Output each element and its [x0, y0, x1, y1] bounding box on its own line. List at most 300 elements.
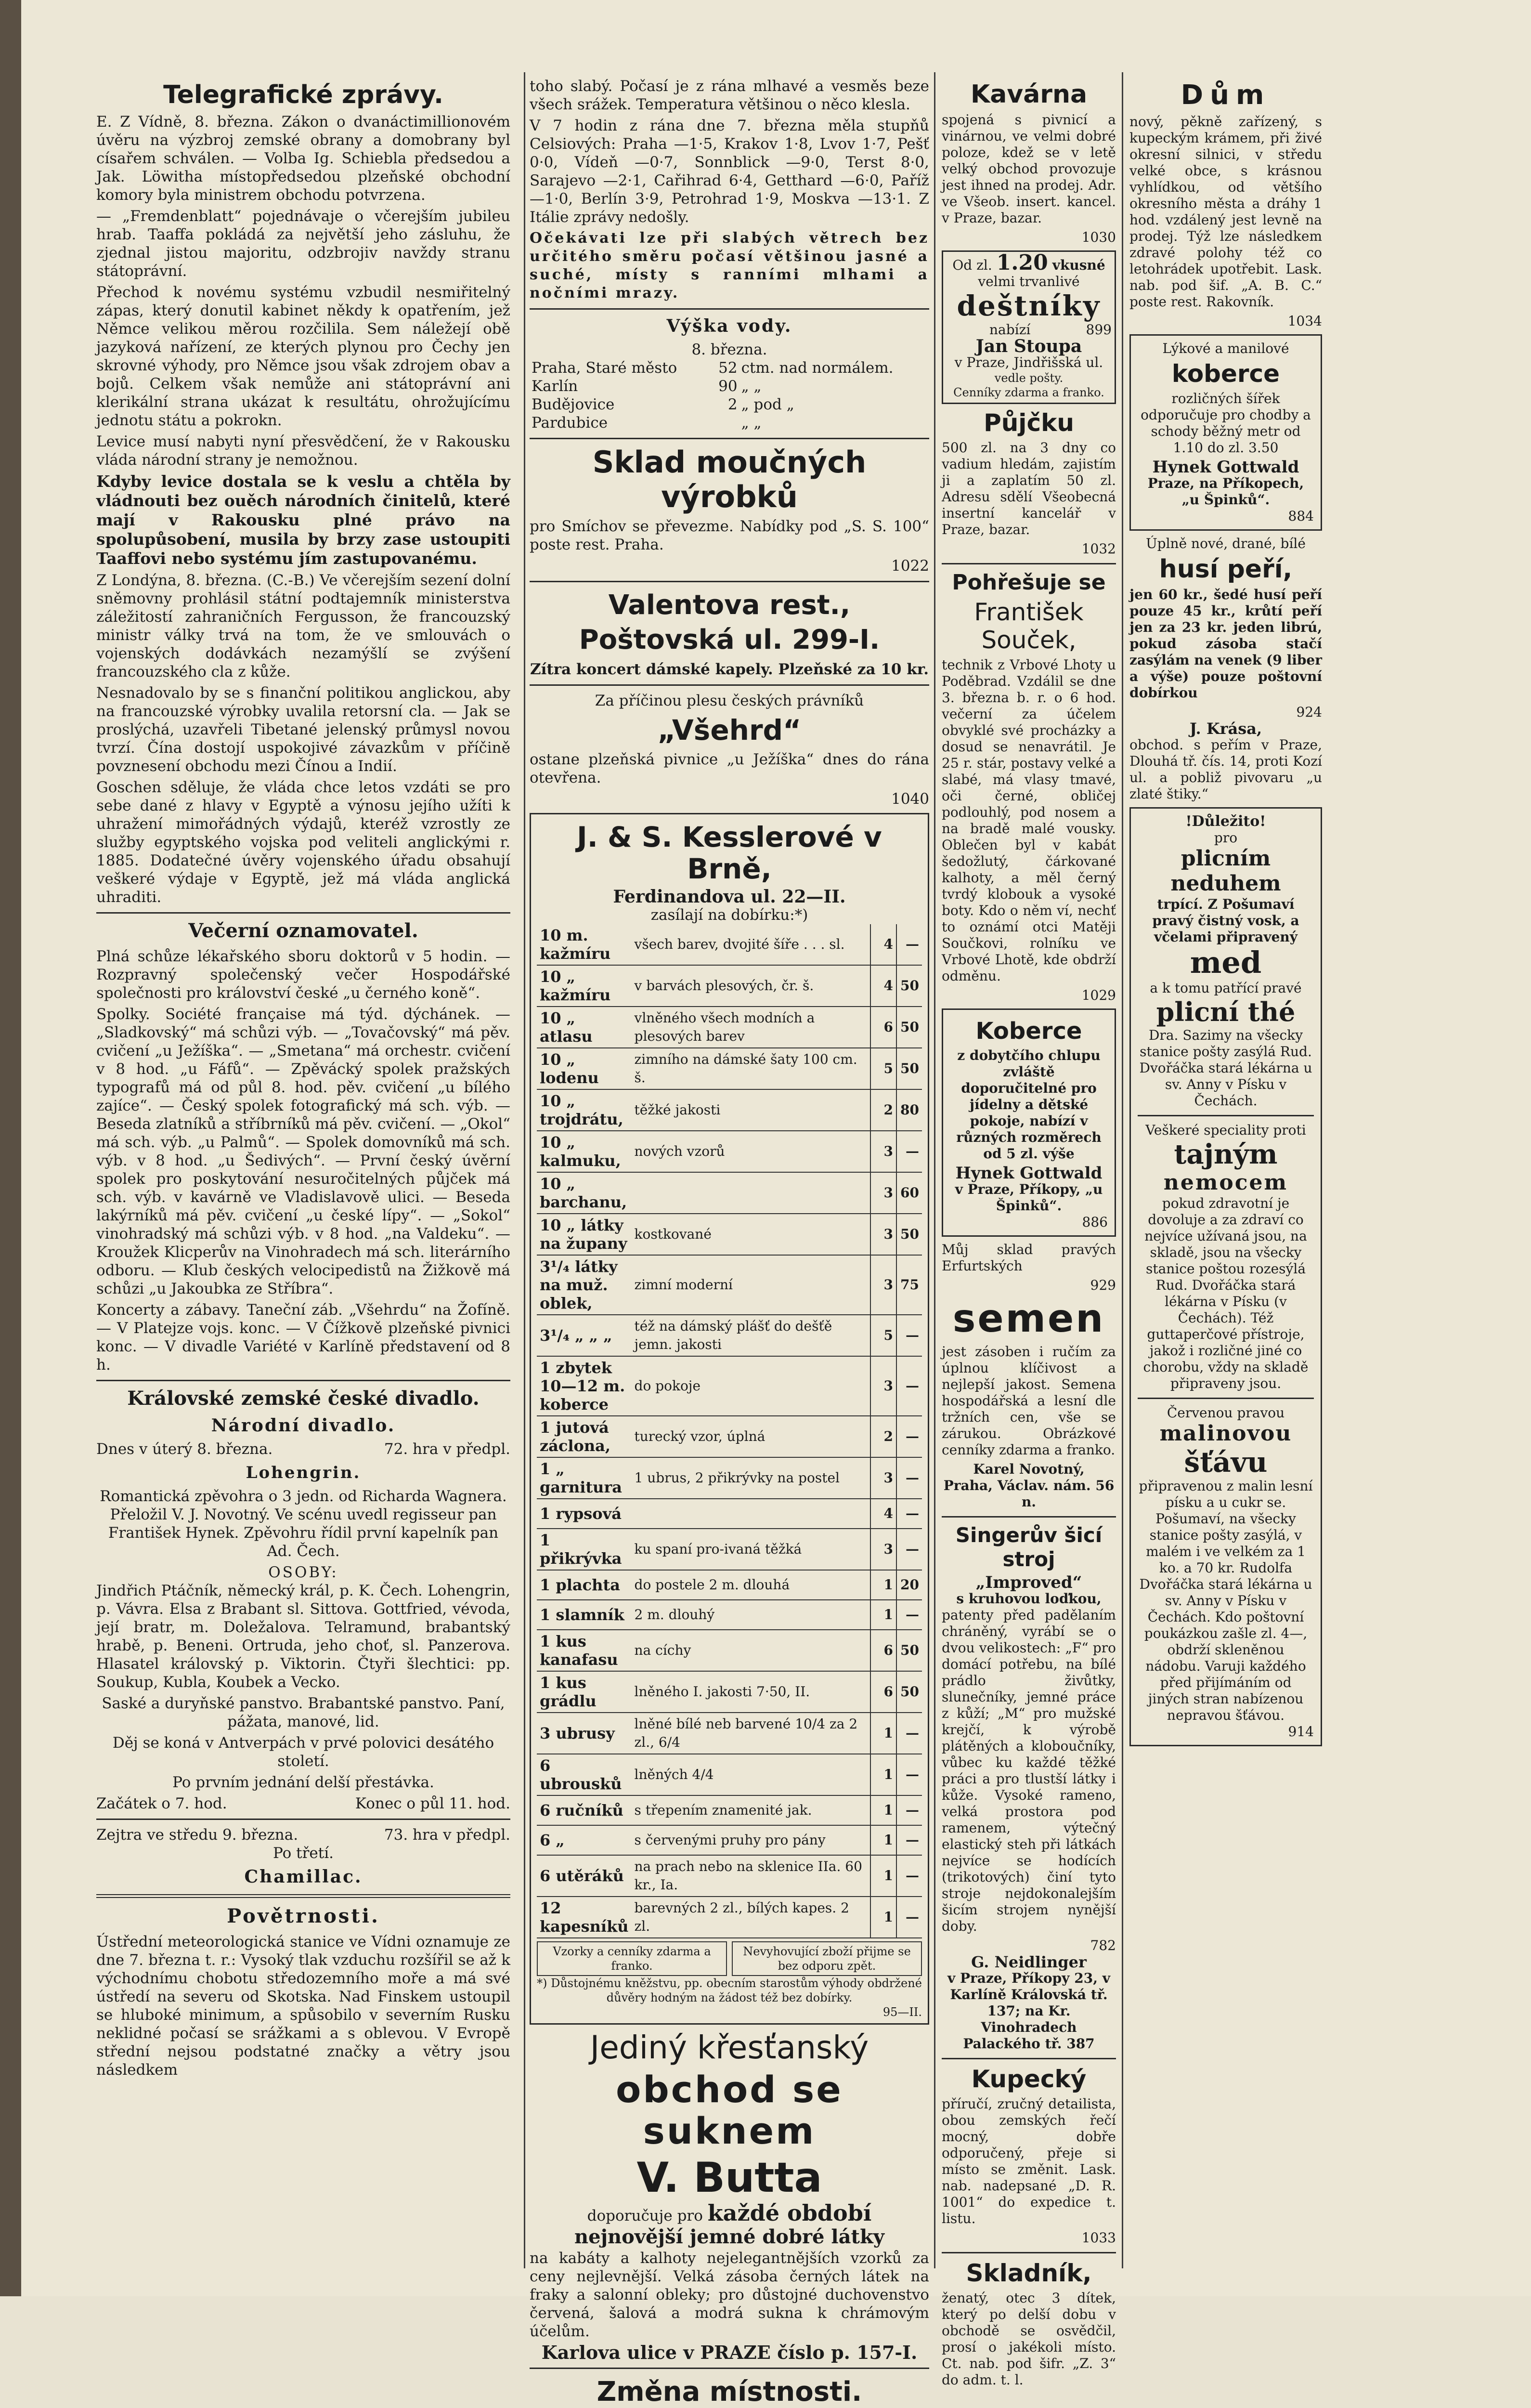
- price-row: [537, 965, 922, 1007]
- feather-pre: Úplně nové, drané, bílé: [1146, 536, 1306, 551]
- koberce-address: v Praze, Příkopy, „u Špinků“.: [955, 1181, 1103, 1214]
- weather-paragraph: toho slabý. Počasí je z rána mlhavé a vesměs beze všech srážek. Temperatura většinou o něco klesla.: [530, 78, 929, 113]
- price-cell-k: 75: [896, 1255, 922, 1315]
- section-divider: [942, 563, 1116, 564]
- ad-number: 1034: [1287, 313, 1322, 329]
- flour-ad-text: pro Smíchov se převezme. Nabídky pod „S. S. 100“ poste rest. Praha.: [530, 518, 929, 553]
- cast-extra: Saské a duryňské panstvo. Brabantské panstvo. Paní, pážata, manové, lid.: [102, 1695, 505, 1730]
- ad-number: 1040: [891, 790, 929, 808]
- price-cell-k: —: [896, 924, 922, 965]
- price-cell-d: zimní moderní: [632, 1255, 870, 1315]
- price-cell-n: 1 „ garnitura: [537, 1457, 632, 1499]
- koberce-seller: Hynek Gottwald: [955, 1164, 1103, 1183]
- weather-observations: V 7 hodin z rána dne 7. března měla stupňů Celsiových: Praha —1·5, Krakov 1·8, Lvov 1·7, Pešť 0·0, Vídeň —0·7, Sonnblick —9·0, Terst 8·0, Sarajevo —2·1, Cařihrad 6·4, Getthard —6·0, Paříž —1·0, Berlín 3·9, Petrohrad 1·9, Moskva —13·1. Z Itálie zprávy nedošly.: [530, 117, 929, 226]
- price-cell-d: lněné bílé neb barvené 10/4 za 2 zl., 6/4: [632, 1713, 870, 1754]
- section-divider: [530, 581, 929, 582]
- pharmacy-pro: pro: [1214, 830, 1238, 846]
- house-text: nový, pěkně zařízený, s kupeckým krámem, při živé okresní silnici, v středu velké obce, s krásnou vyhlídkou, od většího okresního města a dráhy 1 hod. vzdálený jest levně na prodej. Týž lze následkem zdravé polohy též co letohrádek upotřebit. Lask. nab. pod šif. „A. B. C.“ poste rest. Rakovník.: [1129, 114, 1322, 310]
- price-cell-k: 60: [896, 1172, 922, 1214]
- news-paragraph: Z Londýna, 8. března. (C.-B.) Ve včerejším sezení dolní sněmovny prohlásil státní podtajemník ministerstva záležitostí zahraničních Fergusson, že francouzský ministr války trvá na tom, že ve smlouvách o vojenských dodávkách nezamýšlí se zvýšení francouzského cla z kůže.: [96, 572, 510, 681]
- price-cell-f: 4: [870, 965, 896, 1007]
- price-row: [537, 1570, 922, 1600]
- price-row: [537, 1499, 922, 1529]
- umbrella-sub: velmi trvanlivé: [978, 274, 1080, 289]
- section-divider: [942, 1516, 1116, 1518]
- loan-title: Půjčku: [984, 409, 1074, 437]
- price-cell-d: kostkované: [632, 1214, 870, 1255]
- section-divider: [530, 2368, 929, 2369]
- section-divider: [530, 308, 929, 310]
- price-row: [537, 1630, 922, 1671]
- umbrella-title: deštníky: [957, 289, 1101, 322]
- price-cell-k: 50: [896, 1630, 922, 1671]
- price-cell-k: 50: [896, 1007, 922, 1048]
- price-cell-d: s třepením znamenité jak.: [632, 1795, 870, 1825]
- news-paragraph: Levice musí nabyti nyní přesvědčení, že v Rakousku vláda národní strany je nemožnou.: [96, 433, 510, 469]
- weather-paragraph: Ústřední meteorologická stanice ve Vídni oznamuje ze dne 7. března t. r.: Vysoký tlak vzduchu rozšířil se až k východnímu chobotu středozemního moře a má své ústředí na severu od Skotska. Nad Finskem ustoupil se hluboké minimum, a spůsobilo v severním Rusku neklidné počasí se srážkami a s oblevou. V Evropě střední nejsou podstatné značky a větry jsou následkem: [96, 1933, 510, 2079]
- water-cell-place: Budějovice: [532, 396, 615, 413]
- valentova-ad-title: Valentova rest., Poštovská ul. 299-I.: [579, 589, 880, 655]
- water-cell-unit: „ „: [741, 414, 762, 432]
- price-cell-k: —: [896, 1754, 922, 1795]
- water-cell-val: 90: [718, 378, 738, 395]
- price-cell-k: —: [896, 1897, 922, 1938]
- ad-number: 929: [1090, 1277, 1116, 1293]
- price-cell-d: lněných 4/4: [632, 1754, 870, 1795]
- pharmacy-honey-sub: a k tomu patřící pravé: [1150, 980, 1302, 996]
- price-row: [537, 1897, 922, 1938]
- theatre-heading: Královské zemské české divadlo.: [127, 1387, 480, 1410]
- page-binding-edge: [0, 0, 21, 2296]
- price-cell-f: 5: [870, 1048, 896, 1089]
- column-ads-right: [1129, 77, 1322, 1751]
- kessler-price-list: [537, 924, 922, 1938]
- seed-intro: Můj sklad pravých Erfurtských: [942, 1242, 1116, 1274]
- water-cell-place: Karlín: [532, 378, 578, 395]
- column-ads-small: [942, 77, 1116, 2391]
- warehouseman-title: Skladník,: [966, 2259, 1092, 2287]
- price-cell-d: 1 ubrus, 2 přikrývky na postel: [632, 1457, 870, 1499]
- price-cell-d: do pokoje: [632, 1356, 870, 1416]
- zmena-title: Změna místnosti.: [597, 2376, 862, 2408]
- news-paragraph: — „Fremdenblatt“ pojednávaje o včerejším jubileu hrab. Taaffa pokládá za největší jeho zásluhu, že zjednal jistou majoritu, odzbrojiv navždy stranu státoprávní.: [96, 208, 510, 280]
- water-level-table: [530, 359, 929, 432]
- price-cell-d: vlněného všech modních a plesových barev: [632, 1007, 870, 1048]
- price-row: [537, 1457, 922, 1499]
- tomorrow-row: [96, 1826, 510, 1844]
- section-divider: [942, 2058, 1116, 2059]
- price-row: [537, 1825, 922, 1855]
- koberce-ad: [942, 1008, 1116, 1237]
- price-row: [537, 1795, 922, 1825]
- news-paragraph: Nesnadovalo by se s finanční politikou anglickou, aby na francouzské výrobky uvalila retorsní cla. — Jak se proslýchá, uzavřeli Tibetané jelenský průmysl novou tvrzí. Čína dostojí uspokojivé závazkům v příčině povznesení obchodu mezi Čínou a Indií.: [96, 684, 510, 775]
- butta-rec-text: doporučuje pro: [587, 2207, 703, 2225]
- price-cell-n: 6 ručníků: [537, 1795, 632, 1825]
- price-cell-d: též na dámský plášť do dešťě jemn. jakosti: [632, 1315, 870, 1356]
- umbrella-from: Od zl.: [952, 257, 992, 273]
- kessler-note: Nevyhovující zboží přijme se bez odporu zpět.: [732, 1941, 922, 1976]
- news-paragraph: Přechod k novému systému vzbudil nesmiřitelný zápas, který donutil kabinet někdy k opatřením, jež Němce velikou měrou rozčililа. Sem náležejí obě jazyková nařízení, ze kterých plynou pro Čechy jen skrovné výhody, pro Němce jsou však zdrojem obav a bojů. Celkem však nemůže ani státoprávní ani klerikální strana ukázat k resultátu, ohrožujícímu jednotu státu a pokrokn.: [96, 284, 510, 429]
- price-cell-k: 50: [896, 1214, 922, 1255]
- ad-number: 884: [1288, 508, 1314, 524]
- water-date: 8. března.: [691, 341, 767, 358]
- ad-number: 1022: [891, 557, 929, 575]
- umbrella-price-row: [946, 250, 1112, 275]
- column-rule: [934, 72, 935, 2268]
- price-cell-n: 10 „ atlasu: [537, 1007, 632, 1048]
- price-cell-n: 6 ubrousků: [537, 1754, 632, 1795]
- koberce-title: Koberce: [975, 1018, 1082, 1045]
- price-cell-d: na cíchy: [632, 1630, 870, 1671]
- price-cell-k: —: [896, 1713, 922, 1754]
- price-cell-f: 4: [870, 1499, 896, 1529]
- play-title: Lohengrin.: [246, 1463, 361, 1482]
- price-row: [537, 1529, 922, 1570]
- seed-seller: Karel Novotný,: [973, 1461, 1085, 1477]
- news-paragraph: Goschen sděluje, že vláda chce letos vzdáti se pro sebe dané z hlavy v Egyptě a výnosu jejího užíti k uhražení mimořádných výdajů, kteréž vzrostly ze služby egyptského vojska pod veliteli anglickými r. 1885. Dodatečné úvěry vojenského úřadu obsahují veškeré výdaje v Egyptě, jež má vláda anglická uhraditi.: [96, 779, 510, 906]
- juice-raspberry: malinovou: [1159, 1421, 1292, 1446]
- price-cell-d: s červenými pruhy pro pány: [632, 1825, 870, 1855]
- theatre-subheading: Národní divadlo.: [211, 1415, 396, 1436]
- water-cell-unit: „ pod „: [741, 396, 794, 413]
- price-cell-n: 10 „ lodenu: [537, 1048, 632, 1089]
- vsehrd-text: ostane plzeňská pivnice „u Ježíška“ dnes do rána otevřena.: [530, 751, 929, 786]
- singer-address: v Praze, Příkopy 23, v Karlíně Královská tř. 137; na Kr. Vinohradech Palackého tř. 387: [947, 1970, 1111, 2052]
- weather-heading: Povětrnosti.: [227, 1905, 380, 1927]
- kessler-note: Vzorky a cenníky zdarma a franko.: [537, 1941, 727, 1976]
- price-cell-n: 6 „: [537, 1825, 632, 1855]
- price-cell-n: 1 jutová záclona,: [537, 1416, 632, 1457]
- water-cell-val: 52: [718, 359, 738, 377]
- ad-number: 886: [1082, 1214, 1108, 1230]
- price-cell-f: 1: [870, 1897, 896, 1938]
- cast-list: Jindřich Ptáčník, německý král, p. K. Čech. Lohengrin, p. Vávra. Elsa z Brabant sl. Sittova. Gottfried, vévoda, její bratr, m. Doležalova. Telramund, brabantský hrabě, p. Beneni. Ortruda, jeho choť, sl. Panzerova. Hlasatel královský p. Viktorin. Čtyři šlechtici: pp. Soukup, Kubla, Koubek a Vecko.: [96, 1582, 510, 1691]
- section-divider: [530, 438, 929, 439]
- valentova-ad-text: Zítra koncert dámské kapely. Plzeňské za 10 kr.: [530, 661, 929, 678]
- price-row: [537, 1416, 922, 1457]
- weather-forecast: Očekávati lze při slabých větrech bez určitého směru počasí většinou jasné a suché, místy s ranními mlhami a nočními mrazy.: [530, 230, 929, 301]
- price-cell-f: 1: [870, 1754, 896, 1795]
- feather-seller: J. Krása,: [1189, 720, 1262, 738]
- butta-address: Karlova ulice v PRAZE číslo p. 157-I.: [541, 2342, 918, 2363]
- singer-sub: s kruhovou loďkou,: [956, 1591, 1102, 1607]
- price-cell-f: 3: [870, 1131, 896, 1172]
- price-cell-k: 50: [896, 1671, 922, 1713]
- price-cell-d: těžké jakosti: [632, 1089, 870, 1131]
- clerk-title: Kupecký: [971, 2065, 1087, 2093]
- butta-name: V. Butta: [636, 2154, 822, 2202]
- pharmacy-honey: med: [1190, 945, 1262, 980]
- pharmacy-tea: plicní thé: [1156, 996, 1296, 1027]
- section-divider: [96, 1819, 510, 1820]
- price-cell-f: 1: [870, 1795, 896, 1825]
- tomorrow-repeat: Po třetí.: [273, 1845, 334, 1862]
- specialities-intro: Veškeré speciality proti: [1145, 1122, 1306, 1138]
- warehouseman-text: ženatý, otec 3 dítek, který po delší dobu v obchodě se osvědčil, prosí o jakékoli místo. Ct. nab. pod šifr. „Z. 3“ do adm. t. l.: [942, 2290, 1116, 2388]
- butta-line2: obchod se suknem: [616, 2068, 843, 2152]
- ad-number: 1033: [1081, 2230, 1116, 2246]
- price-cell-k: 50: [896, 1048, 922, 1089]
- umbrella-price: 1.20: [996, 250, 1048, 275]
- ad-number: 1032: [1081, 541, 1116, 557]
- price-cell-d: [632, 1499, 870, 1529]
- price-cell-f: 1: [870, 1825, 896, 1855]
- price-cell-n: 10 „ kažmíru: [537, 965, 632, 1007]
- rug-ad: [1129, 334, 1322, 531]
- price-cell-d: v barvách plesových, čr. š.: [632, 965, 870, 1007]
- column-news: [96, 77, 510, 2082]
- seed-address: Praha, Václav. nám. 56 n.: [943, 1478, 1115, 1510]
- end-time: Konec o půl 11. hod.: [355, 1795, 510, 1812]
- price-cell-d: zimního na dámské šaty 100 cm. š.: [632, 1048, 870, 1089]
- ad-number: 1030: [1081, 229, 1116, 245]
- pharmacy-ad: [1129, 807, 1322, 1746]
- price-row: [537, 1089, 922, 1131]
- ad-number: 1029: [1081, 987, 1116, 1003]
- price-row: [537, 1131, 922, 1172]
- price-row: [537, 1600, 922, 1630]
- seed-title: semen: [952, 1296, 1105, 1341]
- price-cell-f: 1: [870, 1600, 896, 1630]
- news-paragraph-bold: Kdyby levice dostala se k veslu a chtěla by vládnouti bez ouěch národních činitelů, které mají v Rakousku plné právo na spolupůsobení, musila by brzy zase ustoupiti Taaffovi nebo systému jím zastupovanému.: [96, 472, 510, 568]
- price-cell-k: —: [896, 1529, 922, 1570]
- price-cell-n: 1 slamník: [537, 1600, 632, 1630]
- seed-text: jest zásoben i ručím za úplnou klíčivost a nejlepší jakost. Semena hospodářská a lesní dle tržních cen, vše se zárukou. Obrázkové cenníky zdarma a franko.: [942, 1344, 1116, 1458]
- price-cell-n: 6 utěráků: [537, 1855, 632, 1897]
- section-divider: [96, 1380, 510, 1381]
- water-row: [530, 359, 929, 377]
- section-divider: [96, 1894, 510, 1898]
- price-cell-f: 3: [870, 1172, 896, 1214]
- kessler-notes: [537, 1941, 922, 1976]
- showtime-row: [96, 1794, 510, 1813]
- butta-every-season: každé období: [707, 2200, 872, 2226]
- umbrella-offer-row: [946, 322, 1112, 338]
- price-cell-k: 80: [896, 1089, 922, 1131]
- vsehrd-title: „Všehrd“: [657, 714, 802, 746]
- ad-number: 782: [1090, 1937, 1116, 1953]
- water-cell-place: Praha, Staré město: [532, 359, 677, 377]
- water-row: [530, 395, 929, 414]
- price-cell-f: 6: [870, 1007, 896, 1048]
- play-description: Romantická zpěvohra o 3 jedn. od Richarda Wagnera. Přeložil V. J. Novotný. Ve scénu uvedl regisseur pan František Hynek. Zpěvohru řídil první kapelník pan Ad. Čech.: [100, 1488, 507, 1560]
- rug-seller: Hynek Gottwald: [1152, 458, 1299, 477]
- price-cell-f: 6: [870, 1630, 896, 1671]
- flour-ad-title: Sklad moučných výrobků: [592, 445, 867, 514]
- section-divider: [96, 912, 510, 914]
- umbrella-tasteful: vkusné: [1052, 257, 1105, 273]
- price-cell-d: barevných 2 zl., bílých kapes. 2 zl.: [632, 1897, 870, 1938]
- section-divider: [942, 2252, 1116, 2253]
- intermission-note: Po prvním jednání delší přestávka.: [172, 1774, 434, 1791]
- rug-title: koberce: [1171, 360, 1280, 388]
- price-cell-n: 10 „ barchanu,: [537, 1172, 632, 1214]
- rug-pre: Lýkové a manilové: [1162, 340, 1289, 356]
- price-cell-f: 3: [870, 1356, 896, 1416]
- price-row: [537, 1214, 922, 1255]
- price-cell-d: lněného I. jakosti 7·50, II.: [632, 1671, 870, 1713]
- price-cell-d: ku spaní pro-ivaná těžká: [632, 1529, 870, 1570]
- evening-heading: Večerní oznamovatel.: [188, 919, 418, 942]
- price-cell-d: turecký vzor, úplná: [632, 1416, 870, 1457]
- evening-paragraph: Spolky. Société française má týd. dýchánek. — „Sladkovský“ má schůzi výb. — „Tovačovský“ má pěv. cvičení „u Ježíška“. — „Smetana“ má orchestr. cvičení v 8 hod. „u Fáfů“. — Zpěvácký spolek pražských typografů má od půl 8. hod. pěv. cvičení „u bílého zajíce“. — Český spolek fotografický má sch. výb. — Beseda zlatníků a stříbrníků má pěv. cvičení. — „Okol“ má sch. výb. „u Palmů“. — Spolek domovníků má sch. výb. v 8 hod. „u Šedivých“. — První český úvěrní spolek pro poskytování nesuročitelných půjček má sch. výb. v kavárně ve Vladislavově ulici. — Beseda lakýrníků má pěv. cvičení „u české lípy“. — „Sokol“ vinohradský má schůzi výb. v 8 hod. „na Valdeku“. — Kroužek Klicperův na Vinohradech má sch. literárního odboru. — Klub českých velocipedistů na Žižkově má schůzi „u Jakoubka ze Stříbra“.: [96, 1006, 510, 1297]
- secret-diseases: nemocem: [1163, 1170, 1288, 1195]
- butta-line1: Jediný křesťanský: [590, 2029, 869, 2066]
- price-cell-k: 50: [896, 965, 922, 1007]
- price-cell-n: 1 zbytek 10—12 m. koberce: [537, 1356, 632, 1416]
- column-rule: [524, 72, 525, 2268]
- ad-number: 914: [1288, 1724, 1314, 1740]
- kessler-ad: [530, 813, 929, 2025]
- missing-text: technik z Vrbové Lhoty u Poděbrad. Vzdálil se dne 3. března b. r. o 6 hod. večerní za účelem obvyklé své procházky a dosud se nenavrátil. Je 25 r. stár, postavy velké a slabé, má vlasy tmavé, oči černé, obličej podlouhlý, pod nosem a na bradě malé vousky. Oblečen byl v kabát šedožlutý, čárkované kalhoty, a měl černý tvrdý klobouk a vysoké boty. Kdo o něm ví, nechť to oznámí otci Matěji Součkovi, rolníku ve Vrbové Lhotě, kde obdrží odměnu.: [942, 657, 1116, 984]
- price-cell-k: —: [896, 1356, 922, 1416]
- theatre-performance-number: 72. hra v předpl.: [384, 1440, 510, 1458]
- news-paragraph: E. Z Vídně, 8. března. Zákon o dvanáctimillionovém úvěru na výzbroj zemské obrany a domobrany byl císařem schválen. — Volba Ig. Schiebla předsedou a Jak. Löwitha místopředsedou plzeňské obchodní komory byla ministrem obchodu potvrzena.: [96, 113, 510, 204]
- theatre-date: Dnes v úterý 8. března.: [96, 1440, 273, 1458]
- singer-title: Singerův šicí stroj: [955, 1523, 1103, 1571]
- juice-text: připravenou z malin lesní písku a u cukr se. Pošumaví, na všecky stanice pošty zasýlá, v malém i ve velkém za 1 ko. a 70 kr. Rudolfa Dvořáčka stará lékárna u sv. Anny v Písku v Čechách. Kdo poštovní poukázkou zašle zl. 4—, obdrží skleněnou nádobu. Varuji každého před přijímáním od jiných stran nabízenou nepravou šťávou.: [1139, 1478, 1313, 1723]
- price-cell-n: 1 přikrývka: [537, 1529, 632, 1570]
- price-cell-f: 5: [870, 1315, 896, 1356]
- price-cell-n: 1 rypsová: [537, 1499, 632, 1529]
- umbrella-catalog: Cenníky zdarma a franko.: [953, 386, 1104, 399]
- price-cell-f: 3: [870, 1529, 896, 1570]
- kavarna-text: spojená s pivnicí a vinárnou, ve velmi dobré poloze, kdež se v letě velký obchod provozuje jest ihned na prodej. Adr. ve Všeob. insert. kancel. v Praze, bazar.: [942, 112, 1116, 226]
- butta-recommend: [530, 2200, 929, 2226]
- price-row: [537, 1855, 922, 1897]
- water-cell-val: [712, 414, 740, 432]
- butta-best: nejnovější jemné dobré látky: [574, 2225, 884, 2248]
- price-row: [537, 1048, 922, 1089]
- singer-text: patenty před padělaním chráněný, vyrábí se o dvou velikostech: „F“ pro domácí potřebu, na bílé prádlo živůtky, slunečníky, jemné práce z kůží; „M“ pro mužské krejčí, k výrobě plátěných a kloboučníky, vůbec ku každé těžké práci a pro tlustší látky i kůže. Vysoké rameno, velká prostora pod ramenem, výtečný elastický steh při látkách nejvíce se hodících (trikotových) činí tyto stroje nejdokonalejším šicím strojem nynější doby.: [942, 1607, 1116, 1934]
- price-row: [537, 1315, 922, 1356]
- water-heading: Výška vody.: [666, 316, 792, 336]
- start-time: Začátek o 7. hod.: [96, 1795, 227, 1812]
- juice-intro: Červenou pravou: [1167, 1405, 1285, 1421]
- evening-paragraph: Koncerty a zábavy. Taneční záb. „Všehrdu“ na Žofíně. — V Platejze vojs. konc. — V Čížkově plzeňské pivnici konc. — V divadle Variété v Karlíně představení od 8 h.: [96, 1301, 510, 1374]
- price-cell-n: 10 „ kalmuku,: [537, 1131, 632, 1172]
- price-cell-k: —: [896, 1795, 922, 1825]
- column-ads-middle: [530, 77, 929, 2408]
- feather-text: jen 60 kr., šedé husí peří pouze 45 kr., krůtí peří jen za 23 kr. jeden librú, pokud zásoba stačí zasýlám na venek (9 liber a výše) pouze poštovní dobírkou: [1129, 587, 1322, 701]
- house-title: Dům: [1181, 79, 1271, 111]
- price-cell-k: —: [896, 1315, 922, 1356]
- price-row: [537, 924, 922, 965]
- singer-model: „Improved“: [975, 1573, 1082, 1592]
- price-cell-n: 3¹/₄ látky na muž. oblek,: [537, 1255, 632, 1315]
- price-cell-d: 2 m. dlouhý: [632, 1600, 870, 1630]
- pharmacy-text: Dra. Sazimy na všecky stanice pošty zasýlá Rud. Dvořáčka stará lékárna u sv. Anny v Písku v Čechách.: [1139, 1027, 1312, 1109]
- umbrella-seller: Jan Stoupa: [975, 336, 1082, 356]
- ad-number: 924: [1296, 704, 1322, 720]
- price-cell-n: 10 m. kažmíru: [537, 924, 632, 965]
- price-cell-d: na prach nebo na sklenice IIa. 60 kr., Ia.: [632, 1855, 870, 1897]
- price-cell-n: 12 kapesníků: [537, 1897, 632, 1938]
- price-cell-d: [632, 1172, 870, 1214]
- price-cell-k: —: [896, 1825, 922, 1855]
- price-row: [537, 1172, 922, 1214]
- price-cell-d: nových vzorů: [632, 1131, 870, 1172]
- rug-text: rozličných šířek odporučuje pro chodby a schody běžný metr od 1.10 do zl. 3.50: [1141, 391, 1311, 456]
- singer-seller: G. Neidlinger: [971, 1953, 1087, 1971]
- section-divider: [1138, 1115, 1314, 1116]
- price-cell-n: 10 „ látky na župany: [537, 1214, 632, 1255]
- section-divider: [530, 684, 929, 686]
- price-cell-k: 20: [896, 1570, 922, 1600]
- price-cell-d: do postele 2 m. dlouhá: [632, 1570, 870, 1600]
- tomorrow-performance-number: 73. hra v předpl.: [384, 1826, 510, 1844]
- price-cell-k: —: [896, 1131, 922, 1172]
- tomorrow-date: Zejtra ve středu 9. března.: [96, 1826, 298, 1844]
- price-cell-f: 4: [870, 924, 896, 965]
- price-cell-n: 1 kus grádlu: [537, 1671, 632, 1713]
- ad-number: 95—II.: [882, 2005, 922, 2019]
- water-row: [530, 414, 929, 432]
- water-cell-unit: ctm. nad normálem.: [741, 359, 894, 377]
- telegraphy-heading: Telegrafické zprávy.: [163, 80, 443, 109]
- water-row: [530, 377, 929, 395]
- umbrella-offer: nabízí: [989, 322, 1031, 338]
- kavarna-title: Kavárna: [970, 80, 1088, 109]
- price-row: [537, 1356, 922, 1416]
- price-row: [537, 1754, 922, 1795]
- price-cell-f: 2: [870, 1089, 896, 1131]
- ad-number: 899: [1086, 322, 1112, 338]
- pharmacy-honey-intro: trpící. Z Pošumaví pravý čistný vosk, a včelami připravený: [1152, 896, 1299, 945]
- price-row: [537, 1255, 922, 1315]
- rug-address: Praze, na Příkopech, „u Špinků“.: [1147, 475, 1304, 508]
- cast-setting: Děj se koná v Antverpách v prvé polovici desátého století.: [112, 1734, 494, 1770]
- umbrella-address: v Praze, Jindřišská ul.: [954, 354, 1103, 370]
- kessler-fineprint: *) Důstojnému kněžstvu, pp. obecním starostům výhody obdržené důvěry hodným na žádost též bez dobírky.: [537, 1976, 922, 2004]
- price-row: [537, 1671, 922, 1713]
- price-row: [537, 1007, 922, 1048]
- kessler-title: J. & S. Kesslerové v Brně,: [577, 821, 882, 885]
- important-label: !Důležito!: [1185, 813, 1266, 830]
- kessler-subtitle: zasílají na dobírku:*): [650, 906, 808, 924]
- price-cell-n: 1 plachta: [537, 1570, 632, 1600]
- price-cell-f: 1: [870, 1855, 896, 1897]
- theatre-date-row: [96, 1440, 510, 1458]
- price-cell-k: —: [896, 1855, 922, 1897]
- price-cell-k: —: [896, 1600, 922, 1630]
- feather-title: husí peří,: [1159, 555, 1293, 584]
- price-cell-n: 10 „ trojdrátu,: [537, 1089, 632, 1131]
- price-cell-k: —: [896, 1457, 922, 1499]
- price-cell-f: 3: [870, 1214, 896, 1255]
- price-cell-f: 1: [870, 1713, 896, 1754]
- column-rule: [1122, 72, 1123, 2268]
- umbrella-ad: [942, 250, 1116, 404]
- secret-text: pokud zdravotní je dovoluje a za zdraví co nejvíce užívaná jsou, na skladě, jsou na všecky stanice poštou rozesýlá Rud. Dvořáčka stará lékárna v Písku (v Čechách). Též guttaperčové přístroje, jakož i rozličné jiné co chorobu, vždy na skladě připraveny jsou.: [1143, 1195, 1309, 1391]
- price-cell-f: 3: [870, 1255, 896, 1315]
- water-cell-val: 2: [727, 396, 738, 413]
- pharmacy-lung: plicním neduhem: [1170, 846, 1281, 896]
- vsehrd-intro: Za příčinou plesu českých právníků: [595, 692, 864, 709]
- koberce-text: z dobytčího chlupu zvláště doporučitelné pro jídelny a dětské pokoje, nabízí v různých rozměrech od 5 zl. výše: [956, 1047, 1102, 1162]
- loan-text: 500 zl. na 3 dny co vadium hledám, zajistím ji a zaplatím 50 zl. Adresu sdělí Všeobecná insertní kancelář v Praze, bazar.: [942, 440, 1116, 537]
- clerk-text: příručí, zručný detailista, obou zemských řečí mocný, dobře odporučený, přeje si místo se změnit. Lask. nab. nadepsané „D. R. 1001“ do expedice t. listu.: [942, 2096, 1116, 2226]
- price-cell-f: 2: [870, 1416, 896, 1457]
- section-divider: [1138, 1398, 1314, 1399]
- price-cell-k: —: [896, 1499, 922, 1529]
- price-row: [537, 1713, 922, 1754]
- cast-heading: OSOBY:: [268, 1564, 338, 1581]
- price-cell-f: 6: [870, 1671, 896, 1713]
- price-cell-f: 1: [870, 1570, 896, 1600]
- price-cell-n: 1 kus kanafasu: [537, 1630, 632, 1671]
- secret-title: tajným: [1174, 1139, 1278, 1170]
